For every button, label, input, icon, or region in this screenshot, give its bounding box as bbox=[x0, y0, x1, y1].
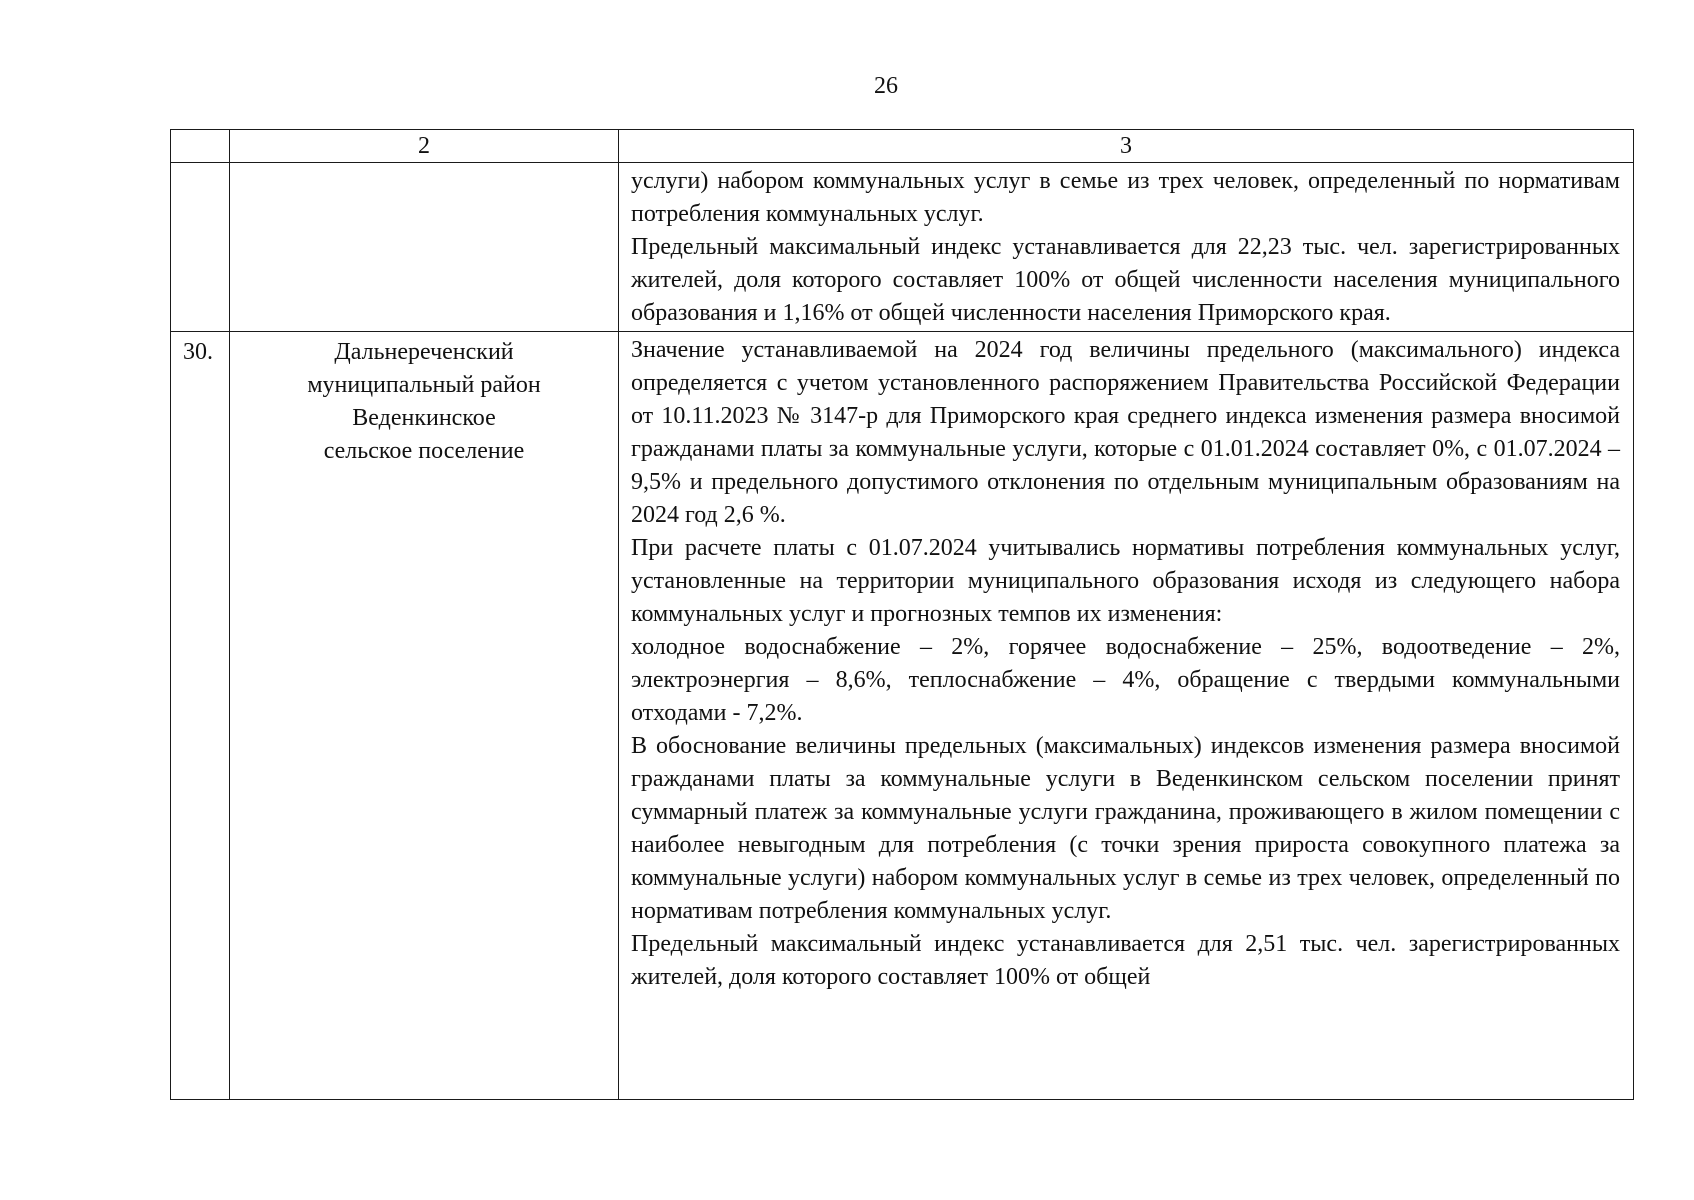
table-row bbox=[171, 332, 1634, 1100]
description-paragraph: Предельный максимальный индекс устанавливается для 2,51 тыс. чел. зарегистрированных жителей, доля которого составляет 100% от общей bbox=[631, 931, 1620, 990]
description-cell bbox=[619, 332, 1634, 1100]
table-header-row bbox=[171, 130, 1634, 163]
description-paragraph: При расчете платы с 01.07.2024 учитывались нормативы потребления коммунальных услуг, установленные на территории муниципального образования исходя из следующего набора коммунальных услуг и прогнозных темпов их изменения: bbox=[631, 535, 1620, 627]
municipality-line: Дальнереченский bbox=[334, 339, 514, 365]
description-paragraph: холодное водоснабжение – 2%, горячее водоснабжение – 25%, водоотведение – 2%, электроэнергия – 8,6%, теплоснабжение – 4%, обращение с твердыми коммунальными отходами - 7,2%. bbox=[631, 634, 1620, 726]
page-number: 26 bbox=[874, 73, 898, 99]
municipality-line: сельское поселение bbox=[323, 438, 525, 464]
description-paragraph: В обоснование величины предельных (максимальных) индексов изменения размера вносимой гражданами платы за коммунальные услуги в Веденкинском сельском поселении принят суммарный платеж за коммунальные услуги гражданина, проживающего в жилом помещении с наиболее невыгодным для потребления (с точки зрения прироста совокупного платежа за коммунальные услуги) набором коммунальных услуг в семье из трех человек, определенный по нормативам потребления коммунальных услуг. bbox=[631, 733, 1620, 924]
description-cell bbox=[619, 163, 1634, 332]
description-paragraph: Значение устанавливаемой на 2024 год величины предельного (максимального) индекса определяется с учетом установленного распоряжением Правительства Российской Федерации от 10.11.2023 № 3147-р для Приморского края среднего индекса изменения размера вносимой гражданами платы за коммунальные услуги, которые с 01.01.2024 составляет 0%, с 01.07.2024 – 9,5% и предельного допустимого отклонения по отдельным муниципальным образованиям на 2024 год 2,6 %. bbox=[631, 337, 1620, 528]
municipality-line: Веденкинское bbox=[352, 405, 496, 431]
description-paragraph: Предельный максимальный индекс устанавливается для 22,23 тыс. чел. зарегистрированных жителей, доля которого составляет 100% от общей численности населения муниципального образования и 1,16% от общей численности населения Приморского края. bbox=[631, 234, 1620, 326]
table-row bbox=[171, 163, 1634, 332]
document-table bbox=[170, 129, 1634, 1100]
header-col-1 bbox=[171, 130, 230, 163]
row-number bbox=[171, 163, 230, 332]
row-number: 30. bbox=[171, 332, 230, 1100]
municipality-cell bbox=[230, 163, 619, 332]
description-paragraph: услуги) набором коммунальных услуг в семье из трех человек, определенный по нормативам потребления коммунальных услуг. bbox=[631, 168, 1620, 227]
header-col-2: 2 bbox=[230, 130, 619, 163]
municipality-line: муниципальный район bbox=[307, 372, 541, 398]
header-col-3: 3 bbox=[619, 130, 1634, 163]
municipality-cell bbox=[230, 332, 619, 1100]
